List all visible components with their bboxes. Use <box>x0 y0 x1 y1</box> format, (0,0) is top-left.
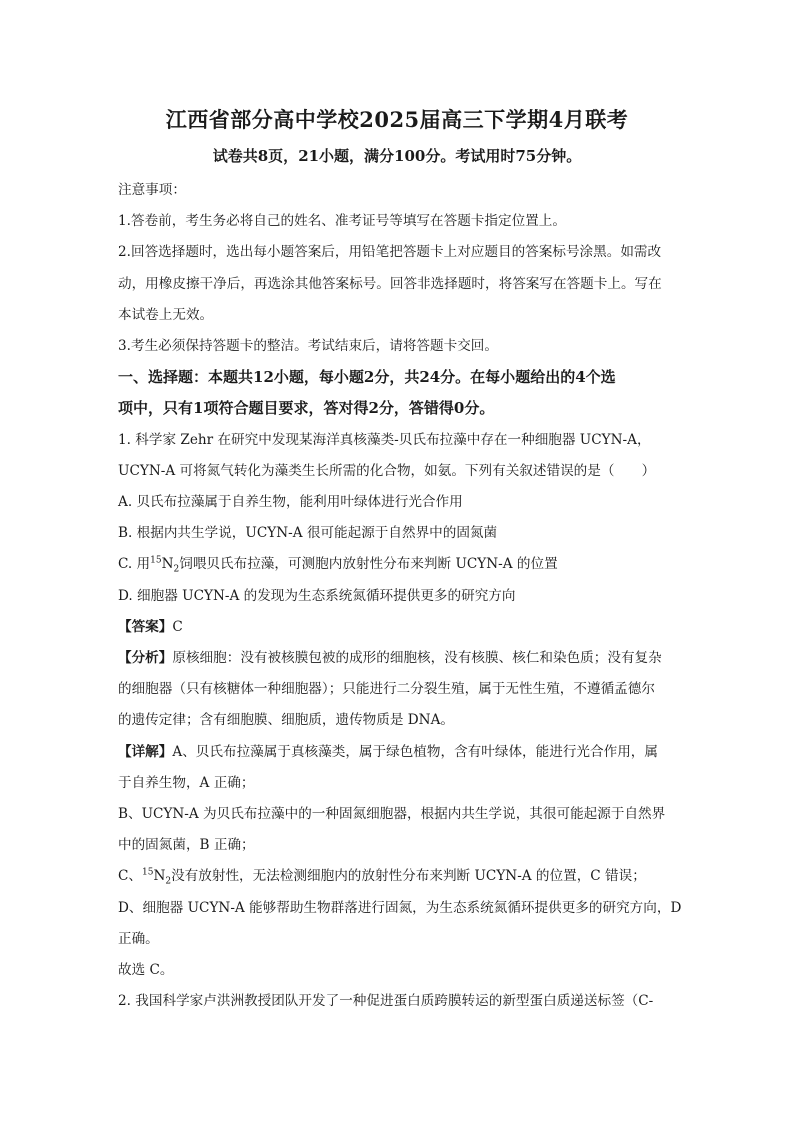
detail-tag: 【详解】 <box>118 743 173 760</box>
molecule-subscript: 2 <box>173 565 180 576</box>
detail-c-prefix: C、 <box>118 868 142 885</box>
notice-item-3: 3.考生必须保持答题卡的整洁。考试结束后，请将答题卡交回。 <box>118 338 498 355</box>
element-symbol: N <box>161 556 174 573</box>
analysis-text-1: 原核细胞：没有被核膜包被的成形的细胞核，没有核膜、核仁和染色质；没有复杂 <box>172 650 662 667</box>
answer-tag: 【答案】 <box>118 618 173 635</box>
detail-d-line-1: D、细胞器 UCYN-A 能够帮助生物群落进行固氮，为生态系统氮循环提供更多的研究方向，D <box>118 899 682 916</box>
question-1-option-d: D. 细胞器 UCYN-A 的发现为生态系统氮循环提供更多的研究方向 <box>118 587 516 604</box>
isotope-mass-number: 15 <box>150 555 162 566</box>
option-c-prefix: C. 用 <box>118 556 151 573</box>
detail-b-line-1: B、UCYN-A 为贝氏布拉藻中的一种固氮细胞器，根据内共生学说，其很可能起源于自然界 <box>118 806 666 823</box>
detail-b-line-2: 中的固氮菌，B 正确； <box>118 837 255 854</box>
notice-item-2-line-3: 本试卷上无效。 <box>118 306 214 323</box>
analysis-line-2: 的细胞器（只有核糖体一种细胞器）；只能进行二分裂生殖，属于无性生殖，不遵循孟德尔 <box>118 681 655 698</box>
page-title: 江西省部分高中学校2025届高三下学期4月联考 <box>165 107 629 132</box>
question-1-option-a: A. 贝氏布拉藻属于自养生物，能利用叶绿体进行光合作用 <box>118 494 463 511</box>
notice-heading: 注意事项： <box>118 182 186 198</box>
question-1-option-c <box>118 549 682 580</box>
detail-a-line-1 <box>118 737 682 768</box>
document-body <box>118 175 682 1017</box>
detail-a-line-2: 于自养生物，A 正确； <box>118 774 255 791</box>
answer-value: C <box>172 618 183 635</box>
section-heading-line-1: 一、选择题：本题共12小题，每小题2分，共24分。在每小题给出的4个选 <box>118 368 616 387</box>
detail-c-isotope: 15 <box>142 867 154 878</box>
answer-line <box>118 612 682 643</box>
conclusion-line: 故选 C。 <box>118 962 174 979</box>
detail-c-rest: 没有放射性，无法检测细胞内的放射性分布来判断 UCYN-A 的位置，C 错误； <box>171 868 646 885</box>
analysis-tag: 【分析】 <box>118 650 173 667</box>
question-1-stem-line-2: UCYN-A 可将氮气转化为藻类生长所需的化合物，如氨。下列有关叙述错误的是（ ） <box>118 462 656 479</box>
notice-item-1: 1.答卷前，考生务必将自己的姓名、准考证号等填写在答题卡指定位置上。 <box>118 213 566 230</box>
analysis-line-1 <box>118 643 682 674</box>
analysis-line-3: 的遗传定律；含有细胞膜、细胞质，遗传物质是 DNA。 <box>118 712 454 729</box>
option-c-rest: 饲喂贝氏布拉藻，可测胞内放射性分布来判断 UCYN-A 的位置 <box>179 556 558 573</box>
detail-c-subscript: 2 <box>165 877 172 888</box>
detail-d-line-2: 正确。 <box>118 930 159 947</box>
section-heading-line-2: 项中，只有1项符合题目要求，答对得2分，答错得0分。 <box>118 399 495 418</box>
question-1-stem-line-1: 1. 科学家 Zehr 在研究中发现某海洋真核藻类-贝氏布拉藻中存在一种细胞器 UCYN-A， <box>118 431 651 448</box>
detail-a-text-1: A、贝氏布拉藻属于真核藻类，属于绿色植物，含有叶绿体，能进行光合作用，属 <box>172 743 658 760</box>
detail-c-element: N <box>153 868 166 885</box>
detail-c-line <box>118 861 682 892</box>
notice-item-2-line-1: 2.回答选择题时，选出每小题答案后，用铅笔把答题卡上对应题目的答案标号涂黑。如需改 <box>118 244 662 261</box>
notice-item-2-line-2: 动，用橡皮擦干净后，再选涂其他答案标号。回答非选择题时，将答案写在答题卡上。写在 <box>118 275 662 292</box>
question-2-stem-line-1: 2. 我国科学家卢洪洲教授团队开发了一种促进蛋白质跨膜转运的新型蛋白质递送标签（C- <box>118 993 654 1010</box>
page-subtitle: 试卷共8页，21小题，满分100分。考试用时75分钟。 <box>212 147 582 165</box>
question-1-option-b: B. 根据内共生学说，UCYN-A 很可能起源于自然界中的固氮菌 <box>118 525 498 542</box>
